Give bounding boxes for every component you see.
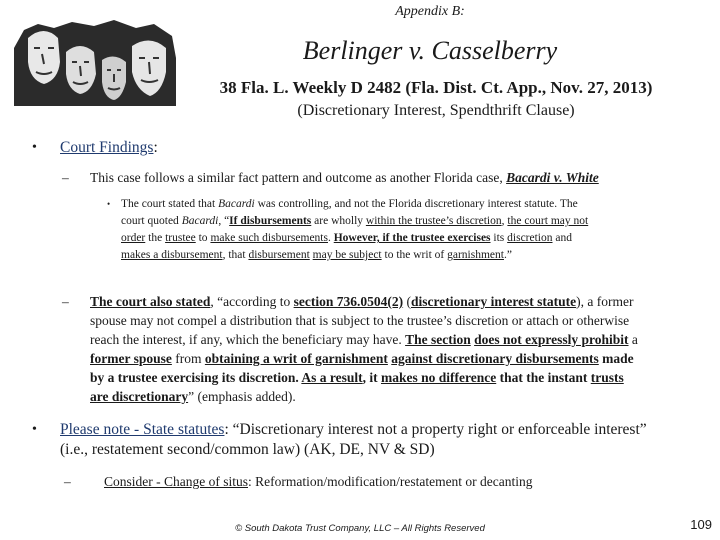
emphasis: The section xyxy=(405,332,471,347)
emphasis: As a result xyxy=(301,370,363,385)
copyright-footer: © South Dakota Trust Company, LLC – All Rights Reserved xyxy=(235,523,485,534)
quote-text: , “ xyxy=(218,215,230,227)
appendix-label: Appendix B: xyxy=(395,4,465,19)
finding-text: ” (emphasis added). xyxy=(188,389,296,404)
page-number: 109 xyxy=(690,517,712,532)
case-ref: Bacardi xyxy=(218,198,255,210)
finding-item-1 xyxy=(62,168,700,187)
emphasis: makes no difference xyxy=(381,370,497,385)
quote-text: and xyxy=(552,232,572,244)
emphasis: may be subject xyxy=(312,249,382,261)
emphasis: discretionary interest statute xyxy=(410,294,577,309)
quote-text: , xyxy=(501,215,508,227)
quote-text: the xyxy=(145,232,166,244)
state-statutes-heading: Please note - State statutes xyxy=(60,421,225,438)
finding-text: , “according to xyxy=(210,294,294,309)
bacardi-quote-item xyxy=(107,196,601,264)
emphasis: garnishment xyxy=(447,249,504,261)
dash-marker: – xyxy=(64,474,71,489)
emphasis: the court may not order xyxy=(121,215,589,244)
bullet-marker: • xyxy=(107,199,111,209)
finding-text: ( xyxy=(403,294,411,309)
quote-text: to xyxy=(195,232,211,244)
emphasis: disbursement xyxy=(248,249,310,261)
statute-ref: section 736.0504(2) xyxy=(293,294,404,309)
finding-text: made by a trustee exercising its discretion. xyxy=(90,351,634,385)
emphasis: trusts are discretionary xyxy=(90,370,624,404)
emphasis: makes a disbursement xyxy=(121,249,223,261)
emphasis: If disbursements xyxy=(229,215,312,227)
quote-text: to the writ of xyxy=(381,249,448,261)
change-of-situs-heading: Consider - Change of situs xyxy=(104,474,248,489)
finding-item-2 xyxy=(62,292,640,406)
quote-text: its xyxy=(490,232,508,244)
emphasis: However, if the trustee exercises xyxy=(333,232,491,244)
finding-text: , it xyxy=(362,370,381,385)
quote-text: are wholly xyxy=(311,215,366,227)
bacardi-case-name: Bacardi v. White xyxy=(506,170,599,185)
mount-rushmore-logo xyxy=(14,18,176,106)
emphasis: trustee xyxy=(165,232,196,244)
change-of-situs-text: : Reformation/modification/restatement or decanting xyxy=(248,474,533,489)
dash-marker: – xyxy=(62,294,69,309)
emphasis: former spouse xyxy=(90,351,172,366)
finding-text: ), a former spouse may not compel a distribution that is subject to the trustee’s discretion or attach or otherwise reach the interest, if any, which the beneficiary may have. xyxy=(90,294,634,347)
emphasis: make such disbursements xyxy=(210,232,328,244)
quote-text: was controlling, and not the Florida discretionary interest statute. The court quoted xyxy=(121,198,578,227)
emphasis: discretion xyxy=(507,232,553,244)
heading-colon: : xyxy=(153,139,158,156)
bullet-marker: • xyxy=(32,422,37,437)
finding-text: that the instant xyxy=(496,370,591,385)
emphasis: against discretionary disbursements xyxy=(391,351,599,366)
case-citation: 38 Fla. L. Weekly D 2482 (Fla. Dist. Ct. App., Nov. 27, 2013) xyxy=(219,78,653,97)
quote-text: . xyxy=(327,232,334,244)
state-statutes-text: : “Discretionary interest not a property right or enforceable interest” (i.e., restatement second/common law) (AK, DE, NV & SD) xyxy=(60,421,647,458)
emphasis: does not expressly prohibit xyxy=(474,332,629,347)
change-of-situs-item xyxy=(64,472,694,491)
court-findings-heading: Court Findings xyxy=(60,139,154,156)
emphasis: obtaining a writ of garnishment xyxy=(204,351,388,366)
case-subtitle: (Discretionary Interest, Spendthrift Clause) xyxy=(297,102,575,119)
quote-text: The court stated that xyxy=(121,198,219,210)
case-ref: Bacardi xyxy=(181,215,219,227)
case-title: Berlinger v. Casselberry xyxy=(302,36,558,65)
quote-text: , that xyxy=(222,249,249,261)
emphasis: The court also stated xyxy=(90,294,211,309)
bullet-marker: • xyxy=(32,140,37,155)
dash-marker: – xyxy=(62,170,69,185)
state-statutes-bullet xyxy=(32,420,650,460)
finding-text: from xyxy=(171,351,205,366)
finding-1-text: This case follows a similar fact pattern and outcome as another Florida case, xyxy=(90,170,503,185)
finding-text: a xyxy=(628,332,638,347)
court-findings-bullet xyxy=(32,138,700,158)
emphasis: within the trustee’s discretion xyxy=(365,215,502,227)
quote-text: .” xyxy=(503,249,512,261)
